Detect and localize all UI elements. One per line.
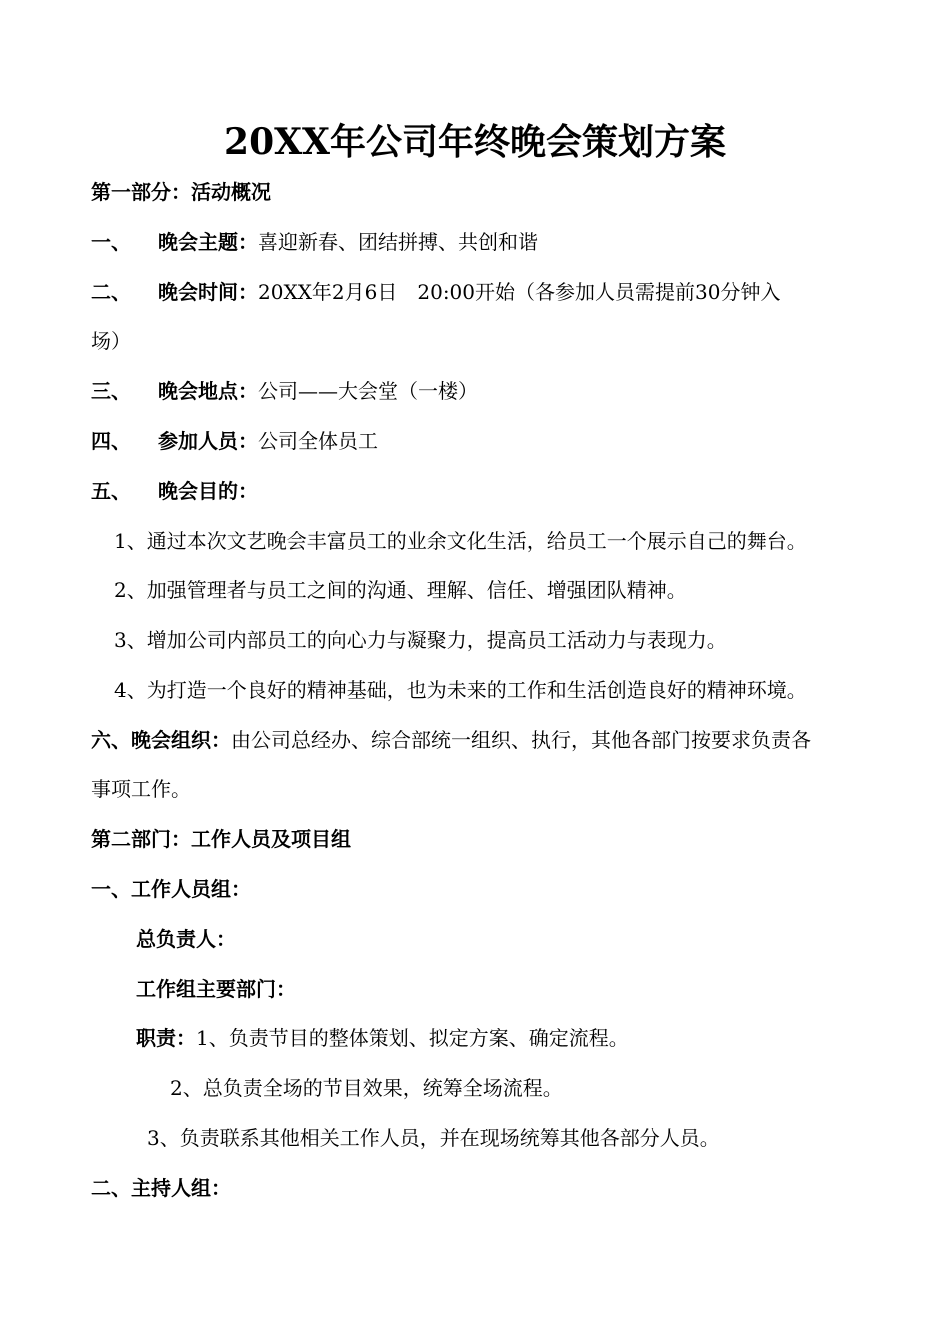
item-number: 五、 xyxy=(91,479,131,503)
item-label: 晚会主题： xyxy=(158,230,258,254)
item-number: 二、 xyxy=(91,280,131,304)
item-label: 参加人员： xyxy=(158,429,258,453)
item-text: 20XX年2月6日 20:00开始（各参加人员需提前30分钟入 xyxy=(258,280,781,304)
item-time-continued: 场） xyxy=(91,329,131,353)
document-title: 20XX年公司年终晚会策划方案 xyxy=(224,121,726,163)
group1-duty-2: 2、总负责全场的节目效果，统筹全场流程。 xyxy=(170,1076,563,1100)
part1-heading: 第一部分：活动概况 xyxy=(91,180,271,204)
item-text: 公司——大会堂（一楼） xyxy=(258,379,478,403)
item-text: 公司全体员工 xyxy=(258,429,378,453)
group2-heading: 二、主持人组： xyxy=(91,1176,231,1200)
item-label: 晚会地点： xyxy=(158,379,258,403)
group1-duty-1 xyxy=(136,1025,629,1051)
item-label: 晚会目的： xyxy=(158,479,258,503)
item-organization-continued: 事项工作。 xyxy=(91,777,191,801)
item-text: 由公司总经办、综合部统一组织、执行，其他各部门按要求负责各 xyxy=(231,728,811,752)
item-purpose xyxy=(91,478,258,504)
item-label: 晚会时间： xyxy=(158,280,258,304)
item-theme xyxy=(91,229,538,255)
item-text: 喜迎新春、团结拼搏、共创和谐 xyxy=(258,230,538,254)
item-participants xyxy=(91,428,378,454)
item-number: 三、 xyxy=(91,379,131,403)
purpose-item: 2、加强管理者与员工之间的沟通、理解、信任、增强团队精神。 xyxy=(114,578,687,602)
duty-label: 职责： xyxy=(136,1026,196,1050)
purpose-item: 3、增加公司内部员工的向心力与凝聚力，提高员工活动力与表现力。 xyxy=(114,628,727,652)
item-number: 一、 xyxy=(91,230,131,254)
item-venue xyxy=(91,378,478,404)
part2-heading: 第二部门：工作人员及项目组 xyxy=(91,827,351,851)
item-organization xyxy=(91,727,811,753)
item-number: 四、 xyxy=(91,429,131,453)
purpose-item: 4、为打造一个良好的精神基础，也为未来的工作和生活创造良好的精神环境。 xyxy=(114,678,807,702)
group1-leader: 总负责人： xyxy=(136,927,236,951)
item-label: 六、晚会组织： xyxy=(91,728,231,752)
duty-text: 1、负责节目的整体策划、拟定方案、确定流程。 xyxy=(196,1026,629,1050)
group1-dept: 工作组主要部门： xyxy=(136,977,296,1001)
item-time xyxy=(91,279,780,305)
purpose-item: 1、通过本次文艺晚会丰富员工的业余文化生活，给员工一个展示自己的舞台。 xyxy=(114,529,807,553)
group1-heading: 一、工作人员组： xyxy=(91,877,251,901)
group1-duty-3: 3、负责联系其他相关工作人员，并在现场统筹其他各部分人员。 xyxy=(147,1126,720,1150)
